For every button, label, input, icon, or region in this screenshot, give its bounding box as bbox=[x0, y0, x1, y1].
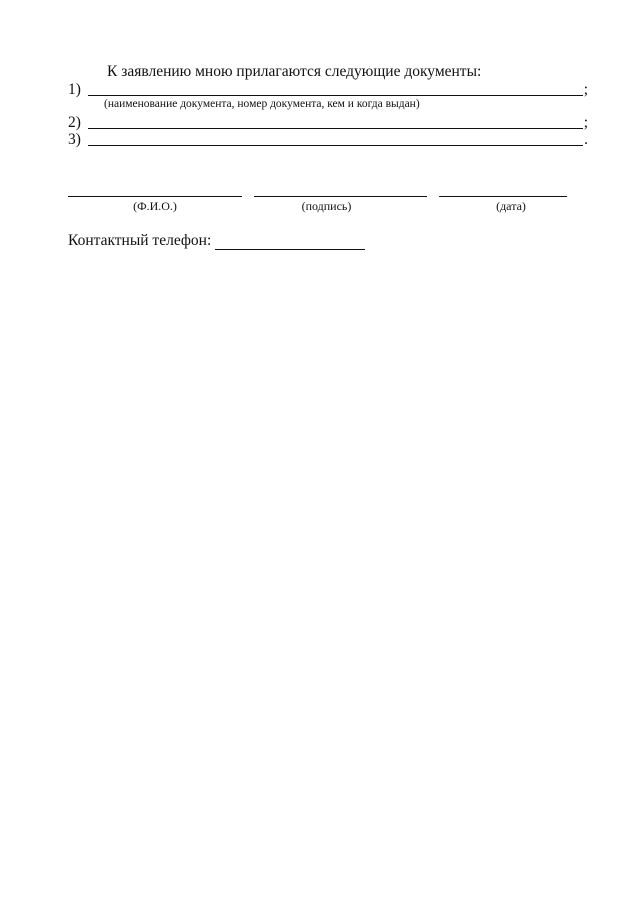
attachments-intro: К заявлению мною прилагаются следующие документы: bbox=[107, 63, 482, 80]
attachment-row-2 bbox=[68, 114, 588, 132]
attachment-field-1[interactable] bbox=[88, 95, 583, 96]
signature-caption: (подпись) bbox=[301, 199, 352, 213]
attachment-hint: (наименование документа, номер документа, кем и когда выдан) bbox=[104, 98, 420, 110]
attachment-punctuation: . bbox=[584, 131, 588, 148]
attachment-punctuation: ; bbox=[583, 114, 588, 131]
date-field[interactable] bbox=[439, 196, 567, 197]
fio-field[interactable] bbox=[68, 196, 242, 197]
attachment-number: 2) bbox=[68, 114, 81, 131]
contact-phone-label: Контактный телефон: bbox=[68, 232, 212, 249]
date-caption: (дата) bbox=[496, 199, 526, 213]
contact-phone-field[interactable] bbox=[215, 236, 365, 250]
attachment-number: 1) bbox=[68, 81, 81, 98]
attachment-number: 3) bbox=[68, 131, 81, 148]
attachment-punctuation: ; bbox=[583, 81, 588, 98]
attachment-row-3 bbox=[68, 131, 588, 149]
attachment-row-1 bbox=[68, 81, 588, 99]
contact-phone bbox=[68, 232, 365, 250]
signature-field[interactable] bbox=[254, 196, 427, 197]
attachment-field-2[interactable] bbox=[88, 128, 583, 129]
attachment-field-3[interactable] bbox=[88, 145, 583, 146]
fio-caption: (Ф.И.О.) bbox=[133, 199, 177, 213]
